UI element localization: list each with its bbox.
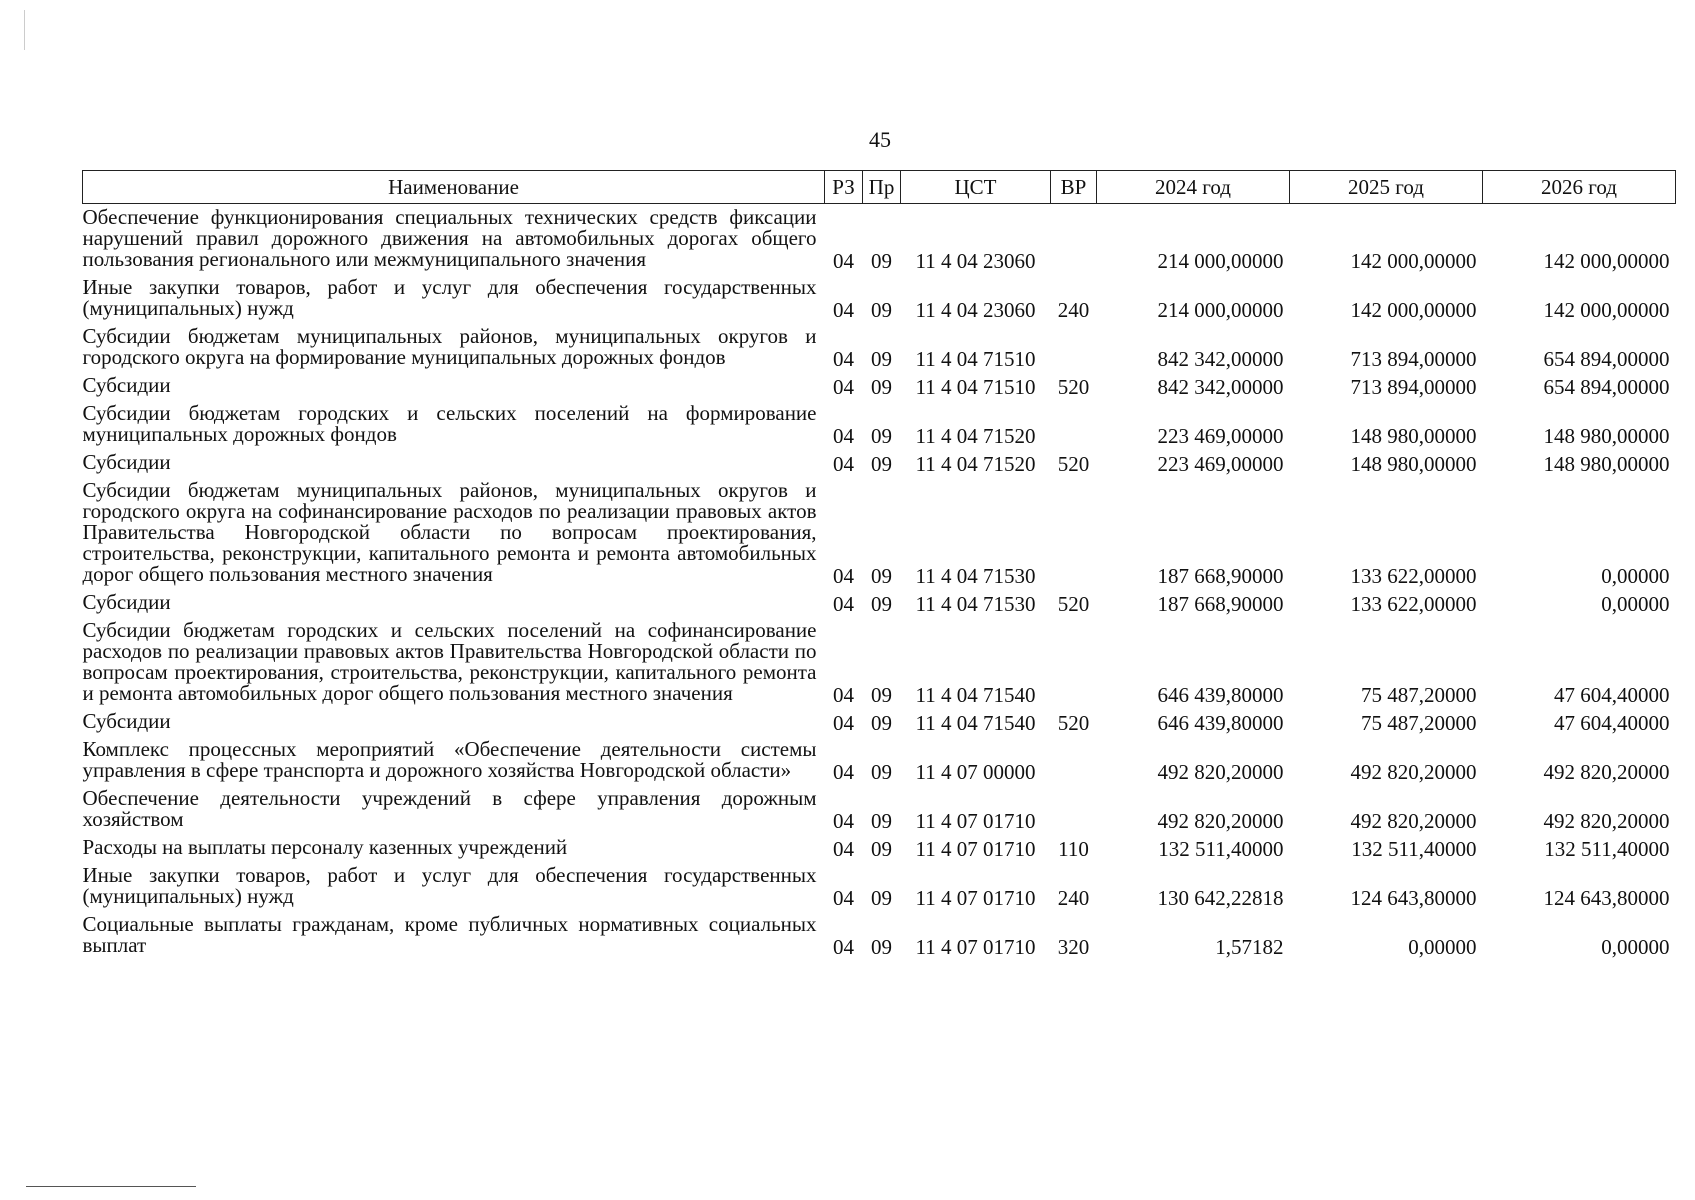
cell-rz: 04 xyxy=(833,347,854,371)
cell-y2026: 492 820,20000 xyxy=(1543,809,1670,833)
cell-cst: 11 4 07 01710 xyxy=(915,886,1036,910)
table-row xyxy=(83,204,1676,275)
table-row xyxy=(83,449,1676,477)
cell-cst: 11 4 07 01710 xyxy=(915,809,1036,833)
cell-cst: 11 4 04 71530 xyxy=(915,592,1036,616)
cell-vr xyxy=(1051,204,1097,275)
cell-y2025: 142 000,00000 xyxy=(1350,249,1477,273)
cell-rz: 04 xyxy=(833,837,854,861)
table-row xyxy=(83,736,1676,785)
cell-name: Субсидии бюджетам городских и сельских поселений на софинансирование расходов по реализации правовых актов Правительства Новгородской области по вопросам проектирования, строительства, реконструкции, капитального ремонта и ремонта автомобильных дорог общего пользования местного значения xyxy=(82,618,817,705)
cell-cst: 11 4 04 71510 xyxy=(915,347,1036,371)
cell-y2024: 223 469,00000 xyxy=(1157,424,1284,448)
cell-vr xyxy=(1051,617,1097,708)
cell-name: Обеспечение деятельности учреждений в сфере управления дорожным хозяйством xyxy=(82,786,817,831)
cell-y2025: 133 622,00000 xyxy=(1350,564,1477,588)
cell-pr: 09 xyxy=(871,424,892,448)
cell-y2026: 654 894,00000 xyxy=(1543,347,1670,371)
cell-name: Субсидии бюджетам городских и сельских поселений на формирование муниципальных дорожных фондов xyxy=(82,401,817,446)
table-row xyxy=(83,589,1676,617)
cell-y2026: 47 604,40000 xyxy=(1554,711,1670,735)
cell-y2024: 646 439,80000 xyxy=(1157,711,1284,735)
cell-y2026: 132 511,40000 xyxy=(1544,837,1670,861)
cell-rz: 04 xyxy=(833,424,854,448)
cell-y2026: 142 000,00000 xyxy=(1543,249,1670,273)
budget-table xyxy=(82,170,1676,960)
cell-cst: 11 4 04 71530 xyxy=(915,564,1036,588)
cell-rz: 04 xyxy=(833,886,854,910)
cell-name: Субсидии бюджетам муниципальных районов, муниципальных округов и городского округа на формирование муниципальных дорожных фондов xyxy=(82,324,817,369)
cell-vr: 520 xyxy=(1057,452,1090,476)
cell-rz: 04 xyxy=(833,935,854,959)
table-body xyxy=(83,204,1676,961)
cell-vr xyxy=(1051,477,1097,589)
cell-rz: 04 xyxy=(833,683,854,707)
cell-cst: 11 4 04 71510 xyxy=(915,375,1036,399)
cell-name: Субсидии xyxy=(82,450,171,474)
cell-y2026: 492 820,20000 xyxy=(1543,760,1670,784)
cell-cst: 11 4 07 00000 xyxy=(915,760,1036,784)
cell-cst: 11 4 04 71540 xyxy=(915,711,1036,735)
cell-y2024: 223 469,00000 xyxy=(1157,452,1284,476)
cell-vr: 520 xyxy=(1057,592,1090,616)
cell-y2024: 214 000,00000 xyxy=(1157,249,1284,273)
cell-vr xyxy=(1051,785,1097,834)
column-header-name: Наименование xyxy=(83,171,825,204)
cell-rz: 04 xyxy=(833,564,854,588)
cell-name: Комплекс процессных мероприятий «Обеспечение деятельности системы управления в сфере транспорта и дорожного хозяйства Новгородской области» xyxy=(82,737,817,782)
cell-y2026: 0,00000 xyxy=(1601,592,1670,616)
cell-rz: 04 xyxy=(833,249,854,273)
column-header-2026: 2026 год xyxy=(1483,171,1676,204)
cell-y2025: 148 980,00000 xyxy=(1350,424,1477,448)
column-header-2024: 2024 год xyxy=(1097,171,1290,204)
cell-name: Субсидии xyxy=(82,709,171,733)
cell-vr xyxy=(1051,323,1097,372)
cell-y2026: 0,00000 xyxy=(1601,564,1670,588)
cell-pr: 09 xyxy=(871,452,892,476)
cell-cst: 11 4 07 01710 xyxy=(915,935,1036,959)
cell-pr: 09 xyxy=(871,683,892,707)
table-row xyxy=(83,617,1676,708)
cell-y2024: 646 439,80000 xyxy=(1157,683,1284,707)
cell-y2025: 492 820,20000 xyxy=(1350,760,1477,784)
cell-y2024: 187 668,90000 xyxy=(1157,592,1284,616)
cell-y2024: 130 642,22818 xyxy=(1157,886,1284,910)
table-row xyxy=(83,708,1676,736)
cell-rz: 04 xyxy=(833,452,854,476)
column-header-rz: РЗ xyxy=(825,171,863,204)
table-row xyxy=(83,372,1676,400)
cell-cst: 11 4 04 23060 xyxy=(915,249,1036,273)
cell-vr: 320 xyxy=(1057,935,1090,959)
cell-y2025: 75 487,20000 xyxy=(1361,711,1477,735)
cell-rz: 04 xyxy=(833,298,854,322)
cell-y2024: 842 342,00000 xyxy=(1157,375,1284,399)
cell-vr: 240 xyxy=(1057,298,1090,322)
cell-y2025: 75 487,20000 xyxy=(1361,683,1477,707)
column-header-2025: 2025 год xyxy=(1290,171,1483,204)
cell-name: Социальные выплаты гражданам, кроме публичных нормативных социальных выплат xyxy=(82,912,817,957)
cell-cst: 11 4 04 71520 xyxy=(915,424,1036,448)
cell-rz: 04 xyxy=(833,375,854,399)
cell-y2024: 492 820,20000 xyxy=(1157,760,1284,784)
cell-vr: 520 xyxy=(1057,711,1090,735)
table-row xyxy=(83,785,1676,834)
cell-name: Субсидии бюджетам муниципальных районов, муниципальных округов и городского округа на софинансирование расходов по реализации правовых актов Правительства Новгородской области по вопросам проектирования, строительства, реконструкции, капитального ремонта и ремонта автомобильных дорог общего пользования местного значения xyxy=(82,478,817,586)
table-row xyxy=(83,400,1676,449)
cell-rz: 04 xyxy=(833,711,854,735)
cell-vr: 240 xyxy=(1057,886,1090,910)
cell-cst: 11 4 07 01710 xyxy=(915,837,1036,861)
cell-pr: 09 xyxy=(871,935,892,959)
cell-y2026: 0,00000 xyxy=(1601,935,1670,959)
column-header-vr: ВР xyxy=(1051,171,1097,204)
cell-y2025: 0,00000 xyxy=(1408,935,1477,959)
cell-y2025: 133 622,00000 xyxy=(1350,592,1477,616)
cell-y2026: 148 980,00000 xyxy=(1543,424,1670,448)
cell-name: Субсидии xyxy=(82,590,171,614)
cell-rz: 04 xyxy=(833,809,854,833)
cell-name: Субсидии xyxy=(82,373,171,397)
cell-pr: 09 xyxy=(871,886,892,910)
cell-y2024: 842 342,00000 xyxy=(1157,347,1284,371)
cell-y2024: 1,57182 xyxy=(1215,935,1284,959)
cell-y2025: 148 980,00000 xyxy=(1350,452,1477,476)
cell-pr: 09 xyxy=(871,375,892,399)
cell-name: Обеспечение функционирования специальных технических средств фиксации нарушений правил дорожного движения на автомобильных дорогах общего пользования регионального или межмуниципального значения xyxy=(82,205,817,271)
table-row xyxy=(83,477,1676,589)
cell-y2026: 142 000,00000 xyxy=(1543,298,1670,322)
cell-y2025: 124 643,80000 xyxy=(1350,886,1477,910)
cell-cst: 11 4 04 23060 xyxy=(915,298,1036,322)
table-row xyxy=(83,862,1676,911)
cell-vr: 520 xyxy=(1057,375,1090,399)
cell-vr: 110 xyxy=(1058,837,1089,861)
cell-y2026: 124 643,80000 xyxy=(1543,886,1670,910)
table-row xyxy=(83,834,1676,862)
cell-pr: 09 xyxy=(871,249,892,273)
cell-pr: 09 xyxy=(871,837,892,861)
cell-y2025: 142 000,00000 xyxy=(1350,298,1477,322)
cell-pr: 09 xyxy=(871,809,892,833)
cell-name: Иные закупки товаров, работ и услуг для обеспечения государственных (муниципальных) нужд xyxy=(82,275,817,320)
cell-name: Иные закупки товаров, работ и услуг для обеспечения государственных (муниципальных) нужд xyxy=(82,863,817,908)
cell-y2026: 654 894,00000 xyxy=(1543,375,1670,399)
cell-y2024: 214 000,00000 xyxy=(1157,298,1284,322)
cell-rz: 04 xyxy=(833,760,854,784)
cell-y2025: 713 894,00000 xyxy=(1350,375,1477,399)
table-row xyxy=(83,323,1676,372)
cell-y2025: 132 511,40000 xyxy=(1351,837,1477,861)
cell-y2026: 148 980,00000 xyxy=(1543,452,1670,476)
page-number: 45 xyxy=(869,127,891,152)
footer-rule xyxy=(26,1186,196,1187)
cell-pr: 09 xyxy=(871,347,892,371)
table-row xyxy=(83,911,1676,960)
scan-edge-mark xyxy=(24,10,25,50)
cell-vr xyxy=(1051,400,1097,449)
cell-y2024: 492 820,20000 xyxy=(1157,809,1284,833)
cell-rz: 04 xyxy=(833,592,854,616)
column-header-cst: ЦСТ xyxy=(901,171,1051,204)
cell-cst: 11 4 04 71520 xyxy=(915,452,1036,476)
column-header-pr: Пр xyxy=(863,171,901,204)
cell-pr: 09 xyxy=(871,711,892,735)
cell-name: Расходы на выплаты персоналу казенных учреждений xyxy=(82,835,568,859)
cell-y2025: 713 894,00000 xyxy=(1350,347,1477,371)
cell-y2026: 47 604,40000 xyxy=(1554,683,1670,707)
cell-pr: 09 xyxy=(871,298,892,322)
cell-pr: 09 xyxy=(871,564,892,588)
table-header-row xyxy=(83,171,1676,204)
cell-y2025: 492 820,20000 xyxy=(1350,809,1477,833)
cell-y2024: 187 668,90000 xyxy=(1157,564,1284,588)
cell-y2024: 132 511,40000 xyxy=(1158,837,1284,861)
cell-cst: 11 4 04 71540 xyxy=(915,683,1036,707)
table-row xyxy=(83,274,1676,323)
cell-pr: 09 xyxy=(871,592,892,616)
cell-pr: 09 xyxy=(871,760,892,784)
cell-vr xyxy=(1051,736,1097,785)
